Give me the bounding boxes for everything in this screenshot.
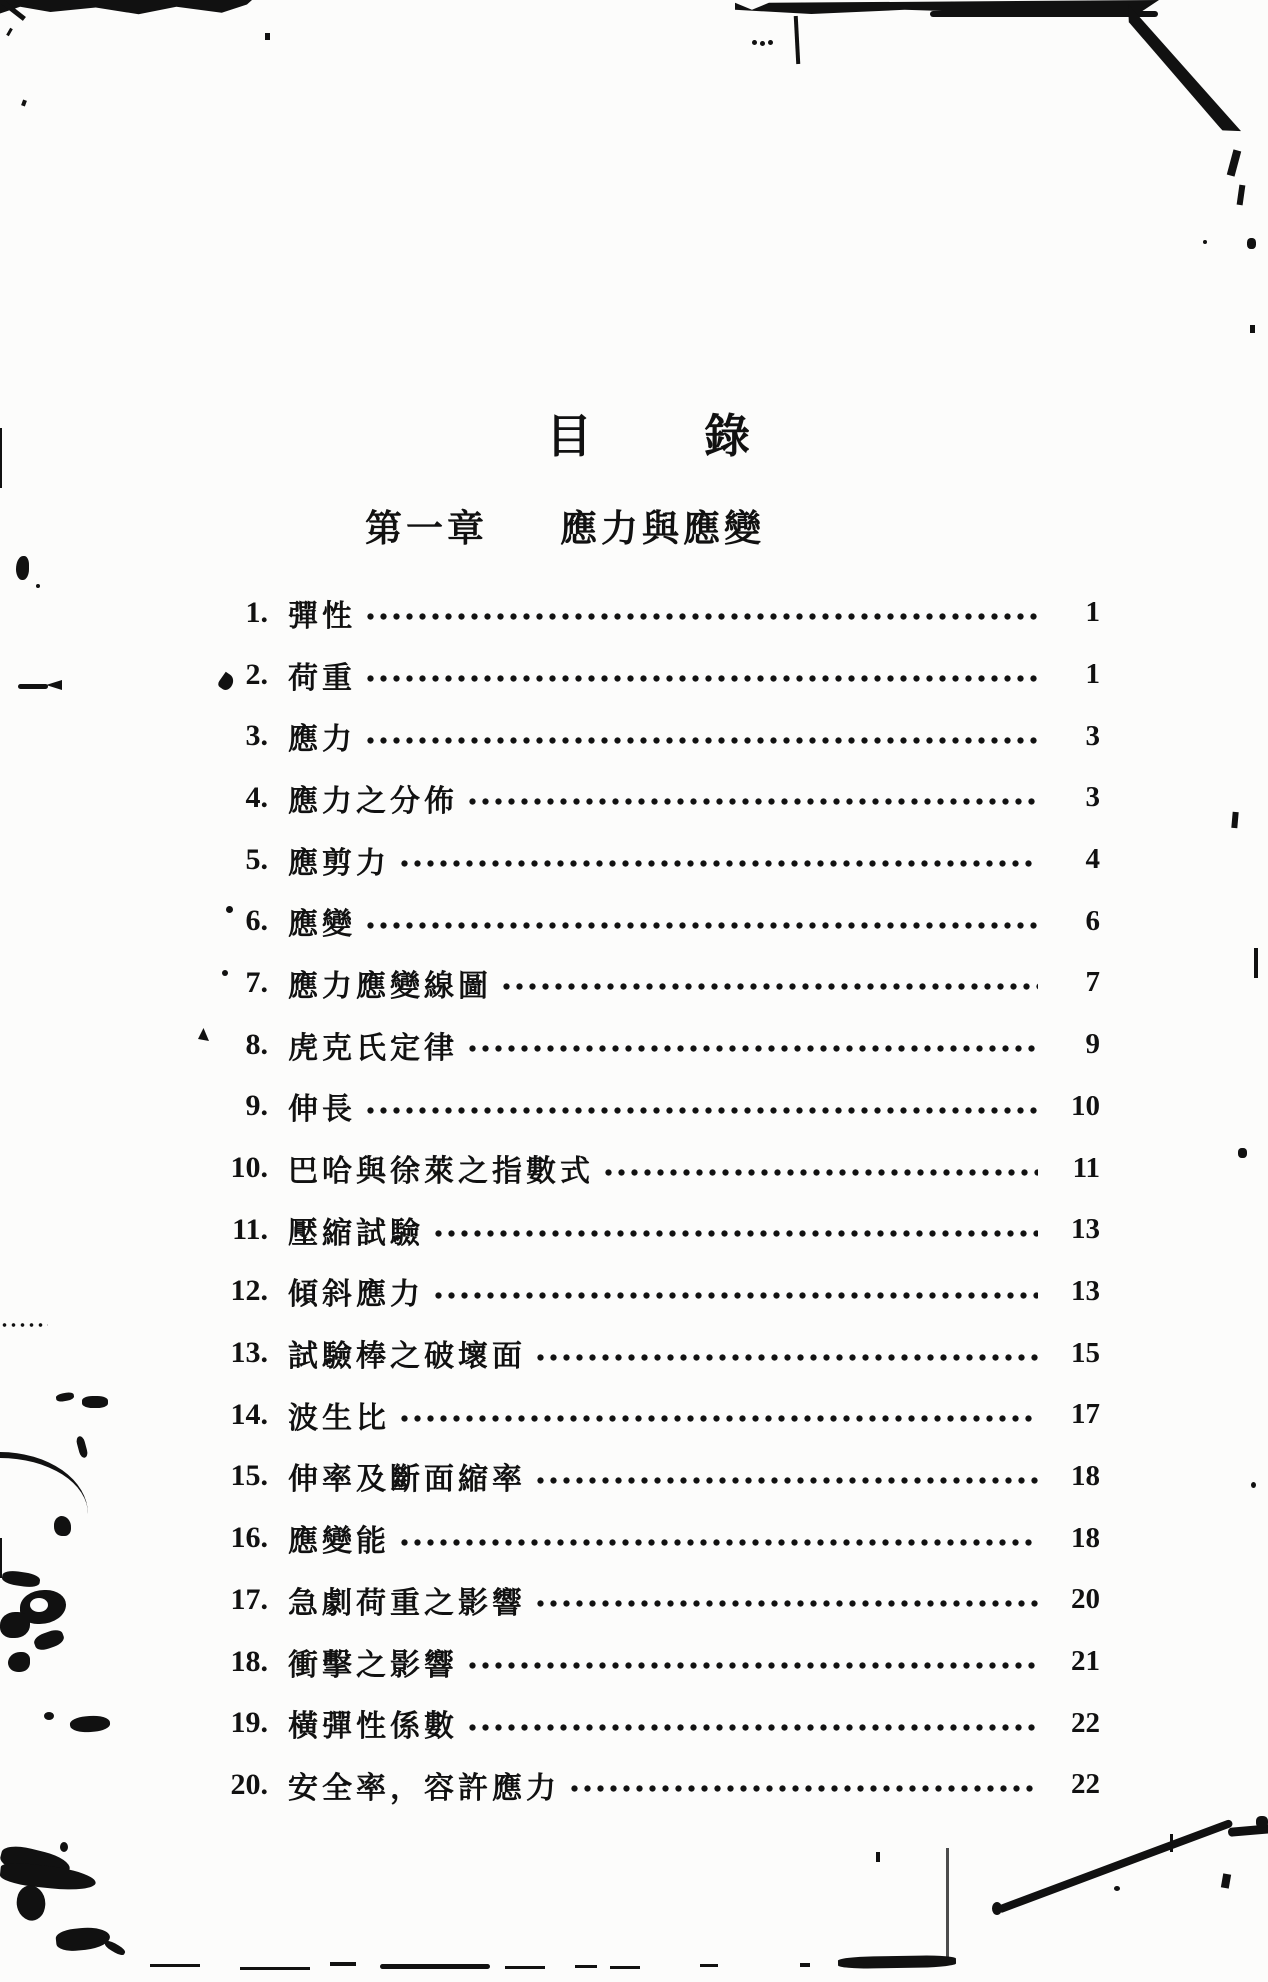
toc-item-title: 安全率，容許應力 xyxy=(288,1771,560,1805)
toc-item-title: 壓縮試驗 xyxy=(288,1216,424,1250)
ink-artifact-blob xyxy=(44,1712,54,1720)
toc-item-number: 15. xyxy=(230,1459,268,1493)
toc-item-page: 9 xyxy=(1085,1028,1100,1061)
ink-artifact-hook xyxy=(75,1435,88,1458)
ink-artifact-dot xyxy=(222,970,228,976)
ink-artifact-smudge xyxy=(0,1861,97,1893)
ink-artifact-bottom-streak xyxy=(838,1955,956,1969)
toc-list xyxy=(160,582,1100,1816)
toc-dotted-leader xyxy=(364,736,1038,745)
toc-dotted-leader xyxy=(534,1599,1038,1608)
toc-item-title: 應變能 xyxy=(288,1525,390,1559)
ink-artifact-blob xyxy=(55,1391,74,1402)
toc-dotted-leader xyxy=(602,1168,1038,1177)
toc-item-page: 18 xyxy=(1071,1459,1100,1492)
ink-artifact-cluster xyxy=(0,1612,30,1638)
page-title-char-2: 錄 xyxy=(704,411,750,462)
toc-item xyxy=(160,890,1100,952)
toc-item-number: 4. xyxy=(245,780,268,814)
toc-dotted-leader xyxy=(398,1538,1038,1547)
ink-artifact-speck xyxy=(60,1842,68,1852)
toc-item-title: 伸長 xyxy=(288,1093,356,1127)
toc-dotted-leader xyxy=(466,1661,1038,1670)
ink-artifact-dash xyxy=(18,684,48,689)
toc-item-page: 17 xyxy=(1071,1398,1100,1431)
chapter-title: 應力與應變 xyxy=(560,509,765,550)
ink-artifact-bottom-dash xyxy=(240,1967,310,1970)
page-title xyxy=(14,412,1268,463)
toc-item xyxy=(160,1446,1100,1508)
toc-item-number: 17. xyxy=(230,1582,268,1616)
toc-item-title: 應力之分佈 xyxy=(288,784,458,818)
toc-item xyxy=(160,1384,1100,1446)
ink-artifact-speck xyxy=(1247,238,1256,249)
toc-item-number: 8. xyxy=(245,1027,268,1061)
toc-dotted-leader xyxy=(568,1784,1038,1793)
ink-artifact-bottom-dash xyxy=(575,1965,597,1968)
ink-artifact-dot xyxy=(226,906,233,913)
toc-item-page: 6 xyxy=(1085,904,1100,937)
toc-item-number: 9. xyxy=(245,1089,268,1123)
toc-dotted-leader xyxy=(534,1353,1038,1362)
chapter-number: 第一章 xyxy=(365,509,488,550)
ink-artifact-speck xyxy=(1114,1886,1120,1891)
toc-item-title: 應剪力 xyxy=(288,846,390,880)
ink-artifact-bottom-dash xyxy=(700,1964,718,1967)
ink-artifact-speck-row xyxy=(0,1322,48,1328)
chapter-heading xyxy=(365,508,765,552)
toc-item-title: 應力應變線圖 xyxy=(288,969,492,1003)
toc-item-page: 18 xyxy=(1071,1521,1100,1554)
toc-item xyxy=(160,1569,1100,1631)
toc-dotted-leader xyxy=(500,982,1038,991)
ink-artifact-speck xyxy=(1170,1834,1173,1852)
toc-item-page: 22 xyxy=(1071,1706,1100,1739)
ink-artifact-vertical-faint xyxy=(946,1848,949,1960)
toc-item-number: 16. xyxy=(230,1521,268,1555)
ink-artifact-speck xyxy=(21,99,27,106)
ink-artifact-speck xyxy=(752,40,757,45)
toc-item-page: 13 xyxy=(1071,1213,1100,1246)
toc-dotted-leader xyxy=(364,612,1038,621)
toc-item xyxy=(160,1076,1100,1138)
toc-dotted-leader xyxy=(398,859,1038,868)
toc-item-page: 1 xyxy=(1085,596,1100,629)
ink-artifact-blob xyxy=(82,1396,108,1408)
toc-item xyxy=(160,1137,1100,1199)
toc-item-title: 衝擊之影響 xyxy=(288,1648,458,1682)
toc-item-title: 巴哈與徐萊之指數式 xyxy=(288,1155,594,1189)
ink-artifact-cluster-hole xyxy=(30,1598,48,1612)
toc-item xyxy=(160,1322,1100,1384)
toc-item-title: 虎克氏定律 xyxy=(288,1031,458,1065)
ink-artifact-tick xyxy=(794,16,801,64)
ink-artifact-cluster xyxy=(32,1627,66,1652)
toc-item xyxy=(160,644,1100,706)
toc-item-number: 14. xyxy=(230,1397,268,1431)
toc-item-page: 21 xyxy=(1071,1645,1100,1678)
toc-item-page: 4 xyxy=(1085,843,1100,876)
ink-artifact-cluster xyxy=(8,1652,30,1672)
toc-item-page: 1 xyxy=(1085,658,1100,691)
toc-item-page: 10 xyxy=(1071,1089,1100,1122)
toc-item-number: 7. xyxy=(245,965,268,999)
toc-dotted-leader xyxy=(432,1291,1038,1300)
ink-artifact-smudge xyxy=(11,1882,51,1924)
toc-item-number: 18. xyxy=(230,1644,268,1678)
toc-item-page: 22 xyxy=(1071,1768,1100,1801)
toc-item-number: 1. xyxy=(245,595,268,629)
toc-item-number: 6. xyxy=(245,904,268,938)
toc-dotted-leader xyxy=(364,674,1038,683)
ink-artifact-left-hairline xyxy=(0,428,2,488)
toc-item xyxy=(160,952,1100,1014)
ink-artifact-top-bar-left xyxy=(0,0,252,15)
ink-artifact-cluster xyxy=(1,1569,41,1588)
ink-artifact-bottom-dash xyxy=(610,1966,640,1969)
ink-artifact-blob xyxy=(55,1925,111,1953)
ink-artifact-right-mark xyxy=(1251,1482,1256,1488)
ink-artifact-blob xyxy=(992,1902,1002,1915)
toc-item-page: 7 xyxy=(1085,966,1100,999)
toc-item xyxy=(160,1507,1100,1569)
toc-item-page: 15 xyxy=(1071,1336,1100,1369)
ink-artifact-speck xyxy=(36,584,40,588)
toc-dotted-leader xyxy=(398,1414,1038,1423)
toc-dotted-leader xyxy=(466,1723,1038,1732)
toc-item xyxy=(160,1014,1100,1076)
ink-artifact-right-mark xyxy=(1231,812,1238,828)
toc-item-number: 5. xyxy=(245,842,268,876)
toc-item-title: 應力 xyxy=(288,723,356,757)
ink-artifact-speck xyxy=(1203,240,1207,244)
toc-item xyxy=(160,1631,1100,1693)
toc-item-number: 19. xyxy=(230,1706,268,1740)
ink-artifact-top-bar-lip xyxy=(930,11,1158,17)
toc-item-title: 橫彈性係數 xyxy=(288,1710,458,1744)
ink-artifact-left-hairline xyxy=(0,1538,2,1578)
toc-item-page: 20 xyxy=(1071,1583,1100,1616)
toc-item xyxy=(160,1261,1100,1323)
toc-item-page: 3 xyxy=(1085,719,1100,752)
toc-item-page: 11 xyxy=(1072,1151,1100,1184)
ink-artifact-speck xyxy=(1237,185,1246,206)
ink-artifact-bottom-dash xyxy=(330,1962,356,1966)
ink-artifact-speck xyxy=(760,41,765,46)
ink-artifact-bottom-dash xyxy=(150,1964,200,1967)
ink-artifact-bottom-dash xyxy=(800,1963,810,1967)
toc-item-title: 急劇荷重之影響 xyxy=(288,1586,526,1620)
toc-item xyxy=(160,705,1100,767)
toc-dotted-leader xyxy=(364,1106,1038,1115)
toc-item-title: 伸率及斷面縮率 xyxy=(288,1463,526,1497)
toc-item-title: 波生比 xyxy=(288,1401,390,1435)
ink-artifact-speck xyxy=(6,28,13,36)
ink-artifact-right-mark xyxy=(1254,948,1258,978)
toc-item-page: 13 xyxy=(1071,1274,1100,1307)
ink-artifact-arrow xyxy=(46,680,62,690)
ink-artifact-bottom-dash xyxy=(380,1964,490,1969)
toc-item-number: 12. xyxy=(230,1274,268,1308)
toc-dotted-leader xyxy=(432,1229,1038,1238)
ink-artifact-speck xyxy=(768,40,773,45)
ink-artifact-blob xyxy=(69,1714,110,1733)
toc-item xyxy=(160,582,1100,644)
toc-dotted-leader xyxy=(534,1476,1038,1485)
toc-item-number: 2. xyxy=(245,657,268,691)
toc-item-number: 11. xyxy=(232,1212,268,1246)
toc-item-title: 荷重 xyxy=(288,661,356,695)
toc-item xyxy=(160,1199,1100,1261)
ink-artifact-bottom-dash xyxy=(505,1966,545,1969)
ink-artifact-speck xyxy=(876,1852,880,1862)
toc-item-title: 應變 xyxy=(288,908,356,942)
ink-artifact-left-blob xyxy=(16,556,29,580)
toc-item-page: 3 xyxy=(1085,781,1100,814)
toc-item-title: 傾斜應力 xyxy=(288,1278,424,1312)
ink-artifact-speck xyxy=(1250,325,1255,333)
ink-artifact-speck xyxy=(1227,149,1241,176)
page-title-char-1: 目 xyxy=(546,411,592,462)
toc-item xyxy=(160,767,1100,829)
toc-item-number: 3. xyxy=(245,719,268,753)
ink-artifact-arc xyxy=(0,1452,88,1514)
toc-dotted-leader xyxy=(466,797,1038,806)
ink-artifact-blob xyxy=(54,1516,71,1536)
ink-artifact-right-mark xyxy=(1238,1148,1247,1158)
ink-artifact-diag-streak xyxy=(1114,4,1246,140)
ink-artifact-blob xyxy=(1256,1816,1268,1828)
toc-item-number: 10. xyxy=(230,1151,268,1185)
toc-item-number: 20. xyxy=(230,1767,268,1801)
ink-artifact-speck xyxy=(1221,1873,1231,1888)
ink-artifact-speck xyxy=(265,33,270,40)
toc-item-title: 試驗棒之破壞面 xyxy=(288,1340,526,1374)
ink-artifact-fold-line xyxy=(997,1819,1234,1914)
toc-dotted-leader xyxy=(466,1044,1038,1053)
ink-artifact-blob-tail xyxy=(103,1939,126,1957)
toc-dotted-leader xyxy=(364,921,1038,930)
toc-item xyxy=(160,829,1100,891)
toc-item-title: 彈性 xyxy=(288,599,356,633)
toc-item-number: 13. xyxy=(230,1336,268,1370)
toc-item xyxy=(160,1692,1100,1754)
toc-item xyxy=(160,1754,1100,1816)
